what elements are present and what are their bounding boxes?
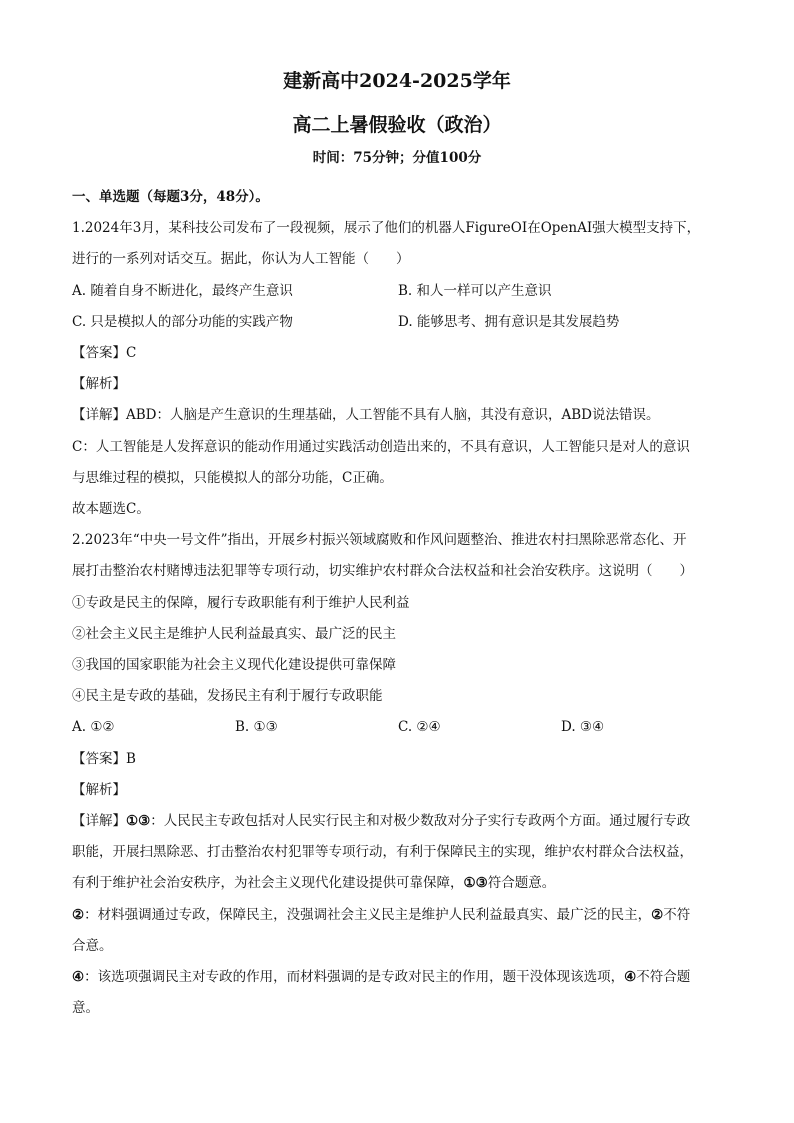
section-heading: 一、单选题（每题3分，48分）。	[72, 189, 269, 205]
q2-answer-value: B	[126, 750, 136, 767]
q2-detail2-text1-end: 不符	[663, 906, 691, 923]
q1-option-a: A. 随着自身不断进化，最终产生意识	[72, 282, 293, 299]
q2-detail3-line1	[72, 962, 724, 993]
q2-detail3-text1: ：该选项强调民主对专政的作用，而材料强调的是专政对民主的作用，题干没体现该选项，	[84, 969, 625, 986]
q2-detail2-line2: 合意。	[72, 937, 113, 954]
q2-option-c: C. ②④	[398, 719, 441, 736]
q1-answer-tag: 【答案】	[72, 345, 126, 362]
q2-option-d: D. ③④	[561, 719, 605, 736]
q2-options-row	[72, 712, 724, 743]
q1-stem-line2: 进行的一系列对话交互。据此，你认为人工智能（ ）	[72, 251, 410, 268]
q1-detail-line1	[72, 400, 724, 431]
q2-detail-tag: 【详解】	[72, 813, 126, 830]
q1-options-row1	[72, 276, 724, 307]
q2-stem-line1: 2.2023年“中央一号文件”指出，开展乡村振兴领域腐败和作风问题整治、推进农村扫黑除恶常态化、开	[72, 532, 687, 549]
q1-answer	[72, 338, 724, 369]
exam-content	[72, 182, 724, 1024]
q2-detail-line1	[72, 806, 724, 837]
q1-detail-tag: 【详解】	[72, 407, 126, 424]
q1-option-d: D. 能够思考、拥有意识是其发展趋势	[398, 313, 620, 330]
q1-detail-line3: 与思维过程的模拟，只能模拟人的部分功能，C正确。	[72, 469, 393, 486]
q2-stem-line2: 展打击整治农村赌博违法犯罪等专项行动，切实维护农村群众合法权益和社会治安秩序。这说明（ ）	[72, 563, 693, 580]
exam-time-score: 时间：75分钟；分值100分	[312, 150, 482, 166]
q2-item4: ④民主是专政的基础，发扬民主有利于履行专政职能	[72, 688, 383, 705]
q2-detail2-mark-end: ②	[651, 906, 664, 923]
q2-detail3-mark: ④	[72, 969, 85, 986]
q1-detail-text1: ABD：人脑是产生意识的生理基础，人工智能不具有人脑，其没有意识，ABD说法错误。	[126, 407, 660, 424]
q2-detail2-text1: ：材料强调通过专政，保障民主，没强调社会主义民主是维护人民利益最真实、最广泛的民主，	[84, 906, 652, 923]
q2-detail2-mark: ②	[72, 906, 85, 923]
q1-option-c: C. 只是模拟人的部分功能的实践产物	[72, 313, 293, 330]
q1-analysis-tag: 【解析】	[72, 376, 126, 393]
q2-answer-tag: 【答案】	[72, 750, 126, 767]
q1-detail-line2: C：人工智能是人发挥意识的能动作用通过实践活动创造出来的，不具有意识，人工智能只是对人的意识	[72, 438, 690, 455]
q2-item3: ③我国的国家职能为社会主义现代化建设提供可靠保障	[72, 657, 396, 674]
q1-answer-value: C	[126, 345, 137, 362]
q2-option-b: B. ①③	[235, 719, 278, 736]
q2-detail-line3-pre: 有利于维护社会治安秩序，为社会主义现代化建设提供可靠保障，	[72, 875, 464, 892]
q2-detail2-line1	[72, 900, 724, 931]
q2-detail3-line2: 意。	[72, 1000, 99, 1017]
q2-detail-line3-mark: ①③	[463, 875, 488, 892]
q2-detail3-mark-end: ④	[624, 969, 637, 986]
q2-detail-mark1: ①③	[126, 813, 151, 830]
q2-answer	[72, 744, 724, 775]
q2-detail-line2: 职能，开展扫黑除恶、打击整治农村犯罪等专项行动，有利于保障民主的实现，维护农村群众合法权益，	[72, 844, 693, 861]
q1-stem-line1: 1.2024年3月，某科技公司发布了一段视频，展示了他们的机器人FigureOI在OpenAI强大模型支持下，	[72, 220, 701, 237]
q1-option-b: B. 和人一样可以产生意识	[398, 282, 552, 299]
q2-item2: ②社会主义民主是维护人民利益最真实、最广泛的民主	[72, 625, 396, 642]
exam-title-school-year: 建新高中2024-2025学年	[283, 70, 511, 92]
q2-item1: ①专政是民主的保障，履行专政职能有利于维护人民利益	[72, 594, 410, 611]
q2-detail-line3-post: 符合题意。	[487, 875, 556, 892]
q2-detail3-text1-end: 不符合题	[636, 969, 691, 986]
exam-title-subject: 高二上暑假验收（政治）	[292, 114, 502, 136]
q1-options-row2	[72, 307, 724, 338]
q2-detail-text1: ：人民民主专政包括对人民实行民主和对极少数敌对分子实行专政两个方面。通过履行专政	[150, 813, 691, 830]
q2-detail-line3	[72, 868, 724, 899]
q2-option-a: A. ①②	[72, 719, 115, 736]
q2-analysis-tag: 【解析】	[72, 781, 126, 798]
q1-conclusion: 故本题选C。	[72, 501, 150, 518]
